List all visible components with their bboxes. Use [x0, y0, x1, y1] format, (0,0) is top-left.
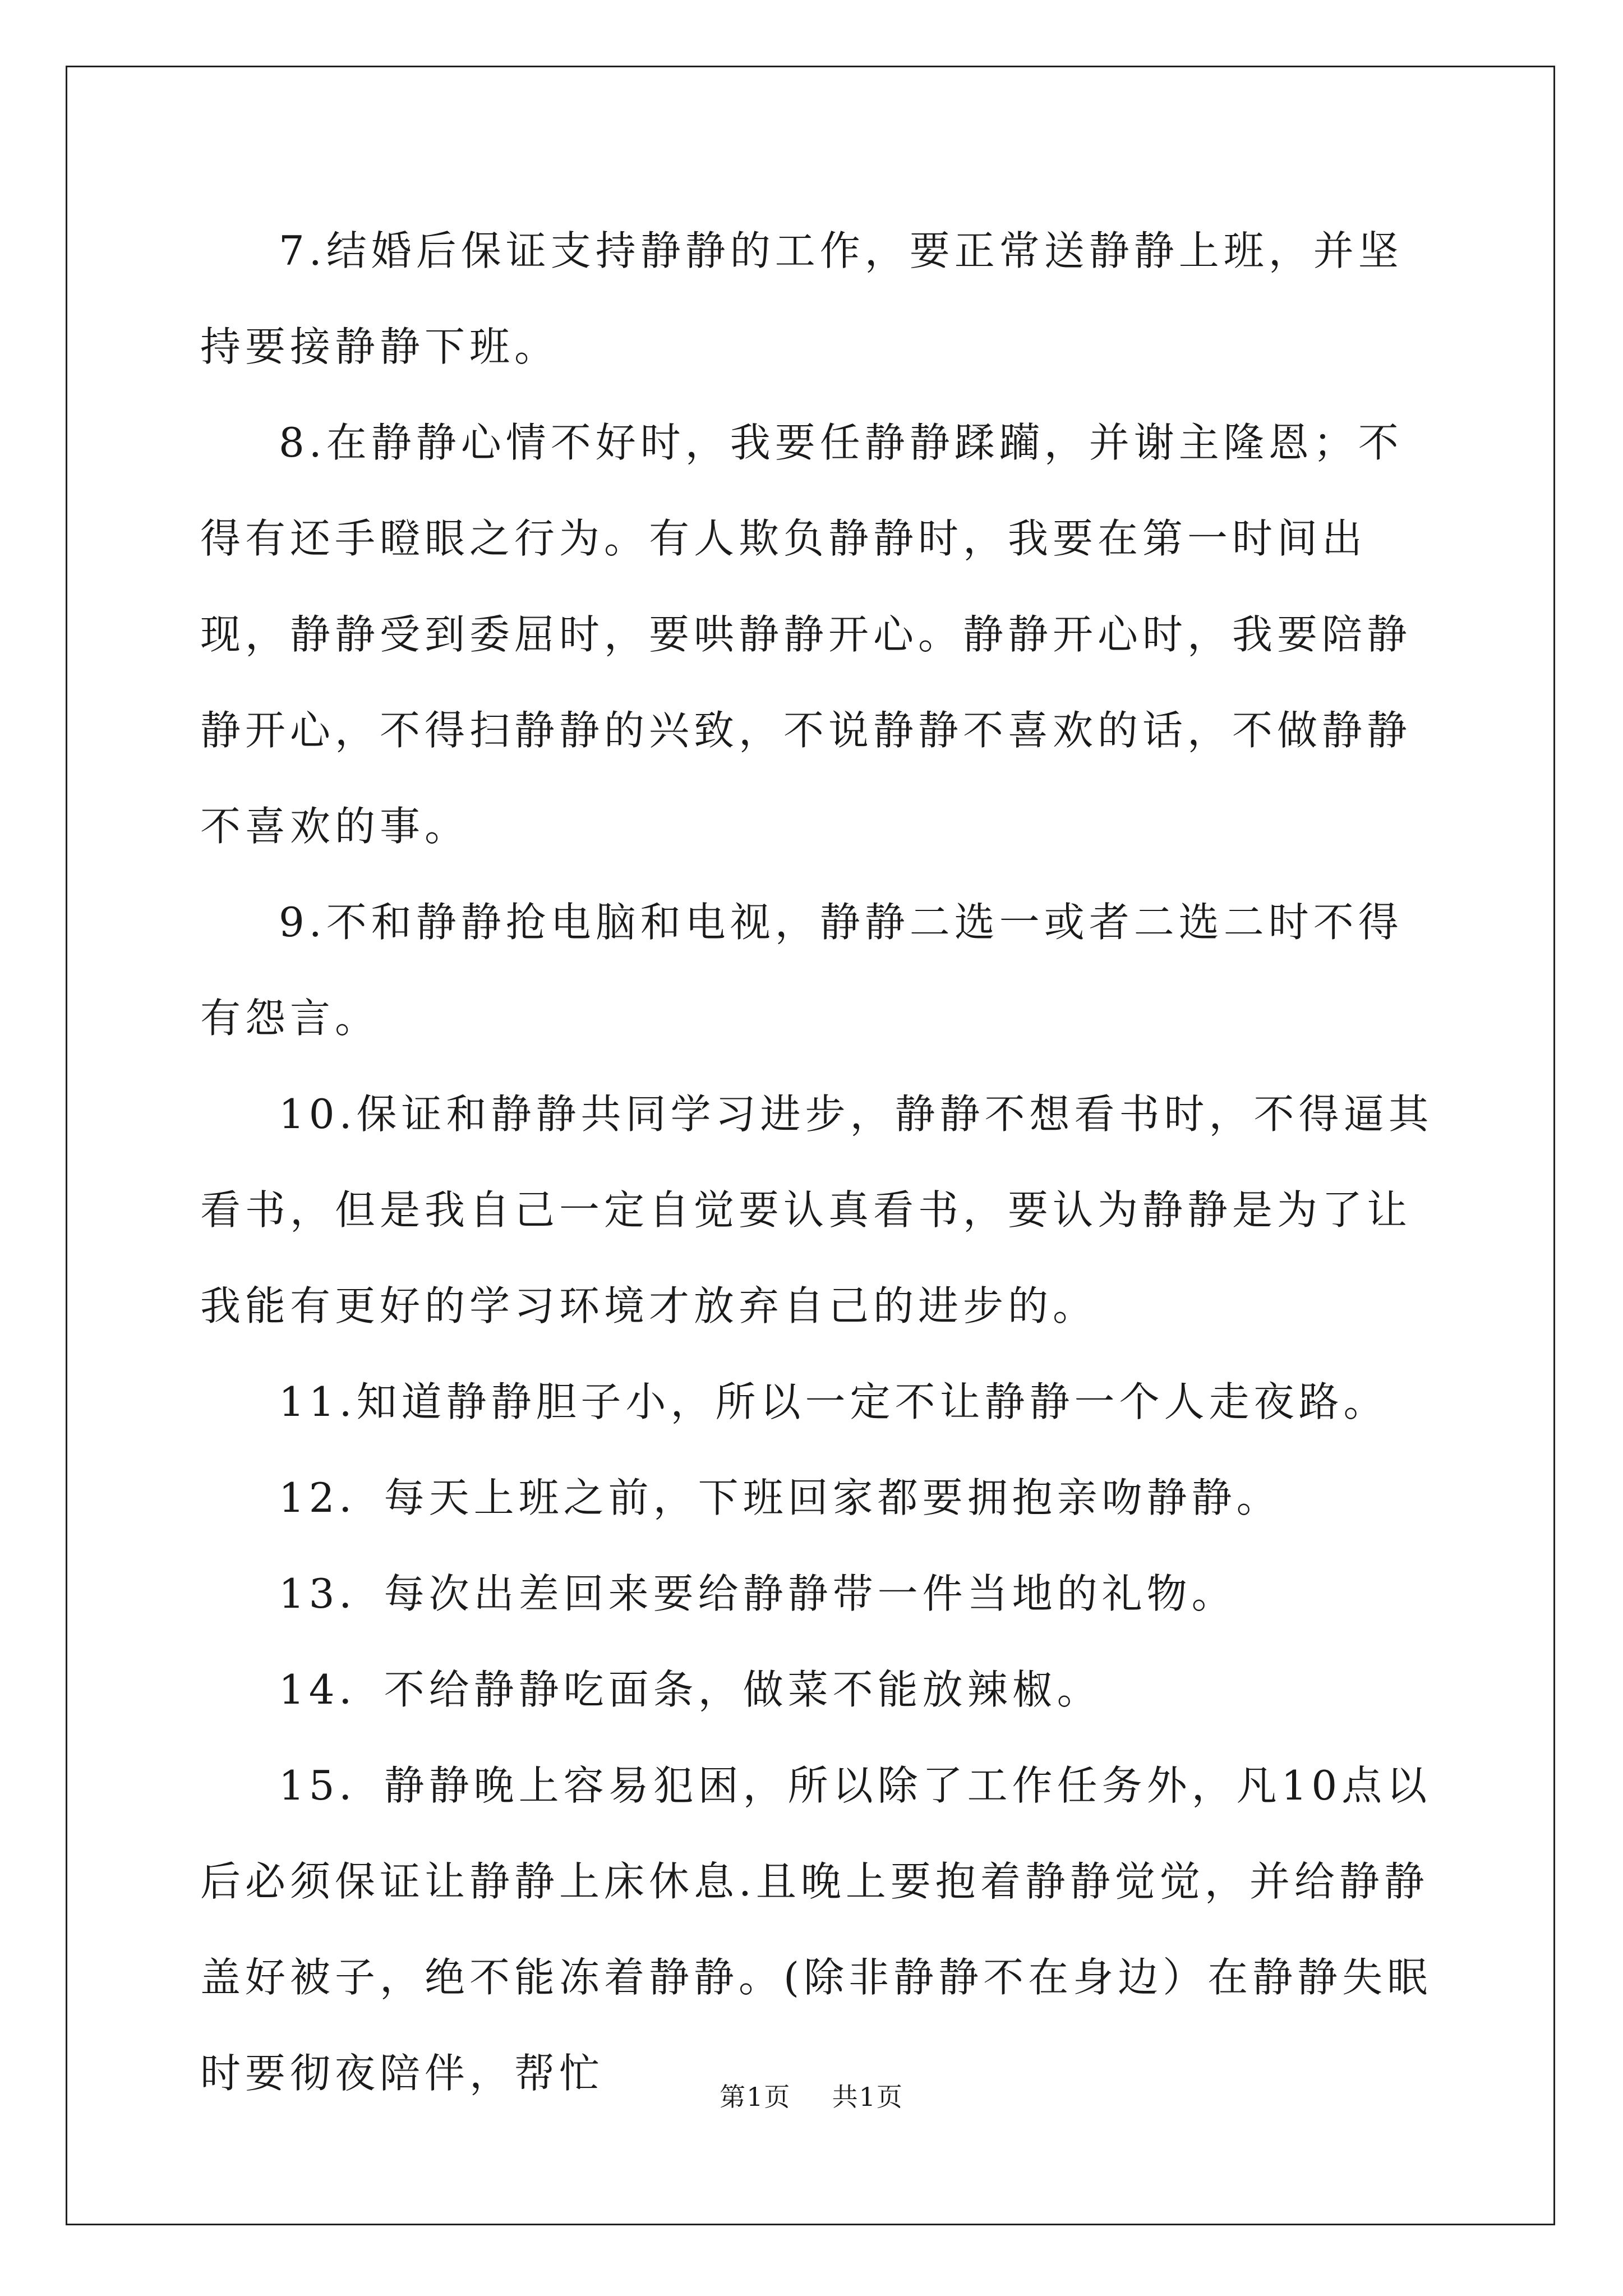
page-number: 第1页 [720, 2082, 791, 2112]
paragraph-item-11: 11.知道静静胆子小，所以一定不让静静一个人走夜路。 [279, 1378, 1389, 1425]
page-total: 共1页 [832, 2082, 903, 2112]
paragraph-item-14: 14．不给静静吃面条，做菜不能放辣椒。 [279, 1666, 1102, 1713]
paragraph-item-7: 7.结婚后保证支持静静的工作，要正常送静静上班，并坚持要接静静下班。 [200, 227, 1403, 370]
paragraph-item-13: 13．每次出差回来要给静静带一件当地的礼物。 [279, 1570, 1237, 1617]
paragraph-item-12: 12．每天上班之前，下班回家都要拥抱亲吻静静。 [279, 1474, 1281, 1521]
document-body [200, 203, 1434, 2122]
paragraph-item-9: 9.不和静静抢电脑和电视，静静二选一或者二选二时不得有怨言。 [200, 899, 1403, 1042]
paragraph-item-8: 8.在静静心情不好时，我要任静静蹂躏，并谢主隆恩；不得有还手瞪眼之行为。有人欺负静静时，我要在第一时间出现，静静受到委屈时，要哄静静开心。静静开心时，我要陪静静开心，不得扫静静的兴致，不说静静不喜欢的话，不做静静不喜欢的事。 [200, 419, 1412, 850]
paragraph-item-15: 15．静静晚上容易犯困，所以除了工作任务外，凡10点以后必须保证让静静上床休息.且晚上要抱着静静觉觉，并给静静盖好被子，绝不能冻着静静。(除非静静不在身边）在静静失眠时要彻夜陪伴，帮忙 [200, 1762, 1432, 2097]
paragraph-item-10: 10.保证和静静共同学习进步，静静不想看书时，不得逼其看书，但是我自己一定自觉要认真看书，要认为静静是为了让我能有更好的学习环境才放弃自己的进步的。 [200, 1091, 1433, 1329]
page-footer [0, 2080, 1623, 2114]
